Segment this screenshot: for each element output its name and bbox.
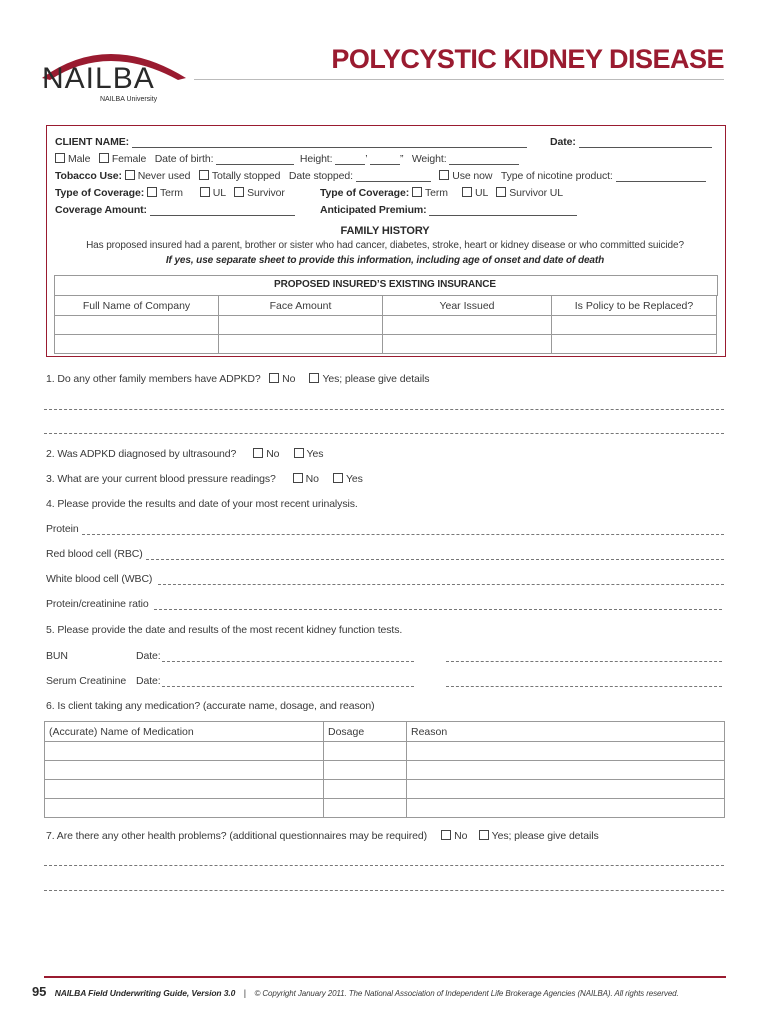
q2-no-label: No <box>266 448 280 460</box>
logo-text: NAILBA <box>42 62 155 95</box>
col-replaced: Is Policy to be Replaced? <box>552 296 717 316</box>
nicotine-type-label: Type of nicotine product: <box>500 170 613 182</box>
table-row <box>45 742 725 761</box>
q2-yes-checkbox[interactable] <box>294 448 304 458</box>
table-row <box>55 335 717 354</box>
date-stopped-field[interactable] <box>356 171 431 182</box>
footer-separator: | <box>243 988 246 998</box>
col-company: Full Name of Company <box>55 296 219 316</box>
use-now-label: Use now <box>452 170 493 182</box>
coverage-type-label: Type of Coverage: <box>55 187 145 199</box>
footer-rule <box>44 976 726 978</box>
ul-label-2: UL <box>474 187 488 199</box>
table-cell[interactable] <box>55 316 219 335</box>
coverage-type-label-2: Type of Coverage: <box>320 187 410 199</box>
rbc-label: Red blood cell (RBC) <box>46 548 143 560</box>
height-label: Height: <box>299 153 333 165</box>
question-7 <box>46 830 599 842</box>
question-6-text: 6. Is client taking any medication? (accurate name, dosage, and reason) <box>46 700 375 712</box>
q3-no-label: No <box>305 473 319 485</box>
term-checkbox[interactable] <box>147 187 157 197</box>
page-number: 95 <box>32 984 47 999</box>
bun-date-field[interactable] <box>162 661 414 662</box>
col-dosage: Dosage <box>324 722 407 742</box>
coverage-type-row-2 <box>320 187 563 199</box>
table-cell[interactable] <box>219 316 383 335</box>
demographics-row <box>55 153 519 165</box>
ul-label: UL <box>212 187 226 199</box>
never-used-checkbox[interactable] <box>125 170 135 180</box>
date-field[interactable] <box>579 137 712 148</box>
client-name-label: CLIENT NAME: <box>55 136 130 148</box>
q7-detail-line-2[interactable] <box>44 890 724 891</box>
table-row <box>45 780 725 799</box>
ratio-label: Protein/creatinine ratio <box>46 598 149 610</box>
table-cell[interactable] <box>324 761 407 780</box>
inch-mark: ” <box>399 153 404 165</box>
tobacco-label: Tobacco Use: <box>55 170 122 182</box>
family-history-question: Has proposed insured had a parent, brother or sister who had cancer, diabetes, stroke, heart or kidney disease or who committed suicide? <box>86 240 684 251</box>
question-1-text: 1. Do any other family members have ADPKD? <box>46 373 261 385</box>
logo <box>38 38 188 108</box>
copyright: © Copyright January 2011. The National Association of Independent Life Brokerage Agencies (NAILBA). All rights reserved. <box>254 989 679 998</box>
survivor-label: Survivor <box>247 187 285 199</box>
family-history-title: FAMILY HISTORY <box>340 225 430 237</box>
survivor-ul-checkbox[interactable] <box>496 187 506 197</box>
table-cell[interactable] <box>552 316 717 335</box>
guide-title: NAILBA Field Underwriting Guide, Version 3.0 <box>54 988 236 998</box>
q1-yes-checkbox[interactable] <box>309 373 319 383</box>
table-cell[interactable] <box>45 742 324 761</box>
question-4-text: 4. Please provide the results and date of your most recent urinalysis. <box>46 498 358 510</box>
wbc-label: White blood cell (WBC) <box>46 573 153 585</box>
protein-label: Protein <box>46 523 79 535</box>
coverage-type-row-1 <box>55 187 285 199</box>
col-medication-name: (Accurate) Name of Medication <box>45 722 324 742</box>
nicotine-type-field[interactable] <box>616 171 706 182</box>
header-rule <box>194 79 724 80</box>
family-history-note: If yes, use separate sheet to provide this information, including age of onset and date of death <box>165 255 605 266</box>
bun-result-field[interactable] <box>446 661 722 662</box>
term-label: Term <box>159 187 183 199</box>
q1-no-checkbox[interactable] <box>269 373 279 383</box>
anticipated-premium-label: Anticipated Premium: <box>320 204 427 216</box>
creatinine-label: Serum Creatinine <box>46 675 127 687</box>
survivor-ul-label: Survivor UL <box>509 187 564 199</box>
q2-no-checkbox[interactable] <box>253 448 263 458</box>
premium-row <box>320 204 577 216</box>
coverage-amount-row <box>55 204 295 216</box>
medication-header-row <box>45 722 725 742</box>
rbc-field[interactable] <box>146 559 724 560</box>
creatinine-date-field[interactable] <box>162 686 414 687</box>
table-row <box>45 761 725 780</box>
ul-checkbox[interactable] <box>200 187 210 197</box>
weight-label: Weight: <box>411 153 447 165</box>
dob-label: Date of birth: <box>154 153 214 165</box>
dob-field[interactable] <box>216 154 294 165</box>
never-used-label: Never used <box>137 170 191 182</box>
col-face-amount: Face Amount <box>219 296 383 316</box>
q1-detail-line-2[interactable] <box>44 433 724 434</box>
survivor-checkbox[interactable] <box>234 187 244 197</box>
table-cell[interactable] <box>324 742 407 761</box>
totally-stopped-checkbox[interactable] <box>199 170 209 180</box>
insurance-title: PROPOSED INSURED’S EXISTING INSURANCE <box>274 279 496 290</box>
table-cell[interactable] <box>407 799 725 818</box>
bun-date-label: Date: <box>136 650 161 662</box>
table-row <box>55 316 717 335</box>
date-row <box>550 136 712 148</box>
table-cell[interactable] <box>45 780 324 799</box>
client-name-field[interactable] <box>132 137 527 148</box>
table-cell[interactable] <box>324 799 407 818</box>
coverage-amount-label: Coverage Amount: <box>55 204 147 216</box>
anticipated-premium-field[interactable] <box>429 205 577 216</box>
table-cell[interactable] <box>324 780 407 799</box>
creatinine-result-field[interactable] <box>446 686 722 687</box>
height-inches-field[interactable] <box>370 154 400 165</box>
table-cell[interactable] <box>45 761 324 780</box>
insurance-table <box>54 295 717 354</box>
table-cell[interactable] <box>407 761 725 780</box>
question-7-text: 7. Are there any other health problems? (additional questionnaires may be required) <box>46 830 428 842</box>
question-3-text: 3. What are your current blood pressure readings? <box>46 473 276 485</box>
date-label: Date: <box>550 136 576 148</box>
creatinine-date-label: Date: <box>136 675 161 687</box>
table-cell[interactable] <box>383 316 552 335</box>
table-cell[interactable] <box>407 742 725 761</box>
date-stopped-label: Date stopped: <box>288 170 353 182</box>
use-now-checkbox[interactable] <box>439 170 449 180</box>
question-1 <box>46 373 429 385</box>
bun-label: BUN <box>46 650 68 662</box>
term-checkbox-2[interactable] <box>412 187 422 197</box>
tobacco-row <box>55 170 706 182</box>
female-checkbox[interactable] <box>99 153 109 163</box>
male-checkbox[interactable] <box>55 153 65 163</box>
q7-yes-label: Yes; please give details <box>491 830 599 842</box>
table-cell[interactable] <box>552 335 717 354</box>
coverage-amount-field[interactable] <box>150 205 295 216</box>
question-3 <box>46 473 363 485</box>
protein-field[interactable] <box>82 534 724 535</box>
ul-checkbox-2[interactable] <box>462 187 472 197</box>
col-year-issued: Year Issued <box>383 296 552 316</box>
question-2 <box>46 448 323 460</box>
q2-yes-label: Yes <box>306 448 324 460</box>
table-cell[interactable] <box>383 335 552 354</box>
question-2-text: 2. Was ADPKD diagnosed by ultrasound? <box>46 448 237 460</box>
q3-yes-label: Yes <box>345 473 363 485</box>
table-cell[interactable] <box>219 335 383 354</box>
totally-stopped-label: Totally stopped <box>211 170 281 182</box>
weight-field[interactable] <box>449 154 519 165</box>
feet-mark: ’ <box>365 153 368 165</box>
ratio-field[interactable] <box>154 609 722 610</box>
male-label: Male <box>68 153 91 165</box>
height-feet-field[interactable] <box>335 153 368 165</box>
q7-no-checkbox[interactable] <box>441 830 451 840</box>
q7-detail-line-1[interactable] <box>44 865 724 866</box>
term-label-2: Term <box>424 187 448 199</box>
table-cell[interactable] <box>45 799 324 818</box>
q3-no-checkbox[interactable] <box>293 473 303 483</box>
footer <box>32 984 679 999</box>
table-row <box>45 799 725 818</box>
q3-yes-checkbox[interactable] <box>333 473 343 483</box>
q7-no-label: No <box>454 830 468 842</box>
col-reason: Reason <box>407 722 725 742</box>
page-title: POLYCYSTIC KIDNEY DISEASE <box>331 44 724 74</box>
insurance-header-row <box>55 296 717 316</box>
female-label: Female <box>111 153 147 165</box>
q1-detail-line-1[interactable] <box>44 409 724 410</box>
client-name-row <box>55 136 527 148</box>
wbc-field[interactable] <box>158 584 724 585</box>
logo-subtext: NAILBA University <box>100 96 158 103</box>
q7-yes-checkbox[interactable] <box>479 830 489 840</box>
table-cell[interactable] <box>407 780 725 799</box>
q1-yes-label: Yes; please give details <box>322 373 430 385</box>
question-5-text: 5. Please provide the date and results of the most recent kidney function tests. <box>46 624 403 636</box>
q1-no-label: No <box>282 373 296 385</box>
table-cell[interactable] <box>55 335 219 354</box>
medication-table <box>44 721 725 818</box>
